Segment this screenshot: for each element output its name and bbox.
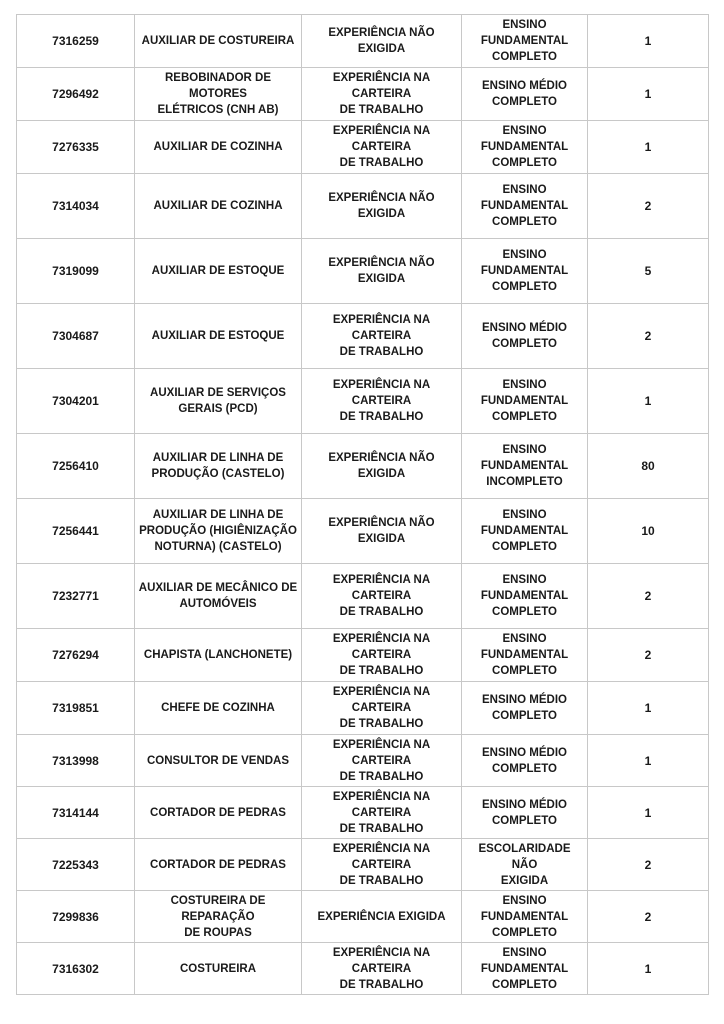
- openings-count: 1: [644, 34, 652, 48]
- education-cell: [462, 499, 588, 564]
- openings-cell: [588, 174, 709, 239]
- experience-requirement: EXPERIÊNCIA NA CARTEIRA DE TRABALHO: [332, 379, 431, 423]
- table-row: [17, 174, 709, 239]
- table-row: [17, 564, 709, 629]
- openings-cell: [588, 629, 709, 682]
- job-code-cell: [17, 891, 135, 943]
- experience-requirement: EXPERIÊNCIA NA CARTEIRA DE TRABALHO: [332, 738, 431, 783]
- job-title: AUXILIAR DE MECÂNICO DE AUTOMÓVEIS: [138, 582, 298, 610]
- education-requirement: ENSINO FUNDAMENTAL COMPLETO: [480, 249, 569, 293]
- experience-requirement: EXPERIÊNCIA NÃO EXIGIDA: [328, 517, 435, 545]
- job-title: CHAPISTA (LANCHONETE): [143, 649, 293, 661]
- job-code-cell: [17, 499, 135, 564]
- table-row: [17, 682, 709, 735]
- job-title: CONSULTOR DE VENDAS: [146, 754, 290, 767]
- openings-count: 1: [644, 140, 652, 154]
- education-cell: [462, 682, 588, 735]
- job-title: AUXILIAR DE LINHA DE PRODUÇÃO (CASTELO): [151, 452, 285, 480]
- education-requirement: ENSINO FUNDAMENTAL COMPLETO: [480, 125, 569, 169]
- openings-cell: [588, 564, 709, 629]
- openings-count: 5: [644, 264, 652, 278]
- education-cell: [462, 239, 588, 304]
- job-code-cell: [17, 629, 135, 682]
- experience-requirement: EXPERIÊNCIA NA CARTEIRA DE TRABALHO: [332, 790, 431, 835]
- experience-cell: [302, 682, 462, 735]
- job-title: AUXILIAR DE ESTOQUE: [151, 265, 285, 277]
- job-code-cell: [17, 304, 135, 369]
- education-cell: [462, 629, 588, 682]
- table-row: [17, 304, 709, 369]
- education-cell: [462, 121, 588, 174]
- openings-cell: [588, 499, 709, 564]
- job-title: COSTUREIRA: [179, 962, 257, 975]
- job-title-cell: [135, 943, 302, 995]
- experience-requirement: EXPERIÊNCIA EXIGIDA: [317, 910, 446, 923]
- job-code: 7304687: [52, 329, 99, 343]
- job-code: 7314034: [52, 199, 99, 213]
- job-title: AUXILIAR DE COSTUREIRA: [141, 35, 295, 47]
- education-requirement: ENSINO FUNDAMENTAL COMPLETO: [480, 379, 569, 423]
- openings-cell: [588, 239, 709, 304]
- openings-count: 2: [644, 199, 652, 213]
- job-title: CORTADOR DE PEDRAS: [150, 806, 286, 819]
- experience-requirement: EXPERIÊNCIA NA CARTEIRA DE TRABALHO: [332, 574, 431, 618]
- job-title: CHEFE DE COZINHA: [161, 702, 275, 714]
- education-requirement: ENSINO FUNDAMENTAL COMPLETO: [480, 894, 569, 939]
- table-row: [17, 434, 709, 499]
- job-title-cell: [135, 15, 302, 68]
- openings-count: 2: [644, 857, 652, 872]
- experience-requirement: EXPERIÊNCIA NA CARTEIRA DE TRABALHO: [332, 842, 431, 887]
- openings-count: 1: [644, 805, 652, 820]
- table-row: [17, 68, 709, 121]
- job-code-cell: [17, 839, 135, 891]
- job-code: 7232771: [52, 589, 99, 603]
- experience-requirement: EXPERIÊNCIA NA CARTEIRA DE TRABALHO: [332, 686, 431, 730]
- education-cell: [462, 15, 588, 68]
- education-cell: [462, 891, 588, 943]
- experience-cell: [302, 434, 462, 499]
- table-row: [17, 839, 709, 891]
- education-requirement: ENSINO MÉDIO COMPLETO: [482, 746, 567, 775]
- education-requirement: ENSINO MÉDIO COMPLETO: [482, 798, 567, 827]
- openings-count: 2: [644, 648, 652, 662]
- experience-cell: [302, 15, 462, 68]
- experience-cell: [302, 735, 462, 787]
- job-code: 7319851: [52, 701, 99, 715]
- education-requirement: ENSINO MÉDIO COMPLETO: [482, 80, 567, 108]
- education-requirement: ENSINO MÉDIO COMPLETO: [482, 322, 567, 350]
- education-cell: [462, 304, 588, 369]
- job-title: REBOBINADOR DE MOTORES ELÉTRICOS (CNH AB): [157, 72, 279, 116]
- openings-cell: [588, 121, 709, 174]
- education-cell: [462, 174, 588, 239]
- job-code: 7296492: [52, 87, 99, 101]
- job-code: 7299836: [52, 909, 99, 924]
- experience-cell: [302, 891, 462, 943]
- openings-cell: [588, 15, 709, 68]
- job-openings-table: [16, 14, 709, 995]
- job-title-cell: [135, 121, 302, 174]
- job-code-cell: [17, 434, 135, 499]
- openings-count: 2: [644, 329, 652, 343]
- job-code-cell: [17, 239, 135, 304]
- experience-cell: [302, 787, 462, 839]
- openings-count: 1: [644, 961, 652, 976]
- education-cell: [462, 369, 588, 434]
- job-code-cell: [17, 174, 135, 239]
- job-code-cell: [17, 564, 135, 629]
- education-cell: [462, 787, 588, 839]
- openings-cell: [588, 434, 709, 499]
- table-row: [17, 735, 709, 787]
- experience-cell: [302, 369, 462, 434]
- job-title-cell: [135, 499, 302, 564]
- job-code: 7313998: [52, 753, 99, 768]
- job-code: 7225343: [52, 857, 99, 872]
- education-requirement: ENSINO FUNDAMENTAL COMPLETO: [480, 633, 569, 677]
- job-title-cell: [135, 239, 302, 304]
- job-code-cell: [17, 369, 135, 434]
- openings-cell: [588, 891, 709, 943]
- job-code-cell: [17, 15, 135, 68]
- openings-cell: [588, 68, 709, 121]
- openings-count: 1: [644, 87, 652, 101]
- openings-cell: [588, 943, 709, 995]
- experience-requirement: EXPERIÊNCIA NA CARTEIRA DE TRABALHO: [332, 633, 431, 677]
- table-row: [17, 121, 709, 174]
- job-title-cell: [135, 735, 302, 787]
- experience-cell: [302, 943, 462, 995]
- education-cell: [462, 839, 588, 891]
- experience-cell: [302, 564, 462, 629]
- job-title-cell: [135, 304, 302, 369]
- job-code: 7276335: [52, 140, 99, 154]
- openings-count: 1: [644, 701, 652, 715]
- job-code-cell: [17, 121, 135, 174]
- openings-count: 2: [644, 909, 652, 924]
- education-cell: [462, 735, 588, 787]
- openings-count: 1: [644, 753, 652, 768]
- experience-cell: [302, 121, 462, 174]
- experience-cell: [302, 239, 462, 304]
- job-title: AUXILIAR DE COZINHA: [153, 200, 283, 212]
- education-requirement: ENSINO FUNDAMENTAL INCOMPLETO: [480, 444, 569, 488]
- job-title-cell: [135, 369, 302, 434]
- experience-requirement: EXPERIÊNCIA NÃO EXIGIDA: [328, 192, 435, 220]
- education-cell: [462, 943, 588, 995]
- job-code-cell: [17, 682, 135, 735]
- job-title-cell: [135, 434, 302, 499]
- job-code: 7256441: [52, 524, 99, 538]
- job-code-cell: [17, 943, 135, 995]
- experience-cell: [302, 304, 462, 369]
- job-code: 7316302: [52, 961, 99, 976]
- job-title-cell: [135, 564, 302, 629]
- job-code: 7316259: [52, 34, 99, 48]
- job-title-cell: [135, 629, 302, 682]
- experience-cell: [302, 839, 462, 891]
- education-requirement: ENSINO FUNDAMENTAL COMPLETO: [480, 574, 569, 618]
- table-row: [17, 891, 709, 943]
- education-requirement: ESCOLARIDADE NÃO EXIGIDA: [478, 842, 571, 887]
- job-title-cell: [135, 682, 302, 735]
- experience-cell: [302, 68, 462, 121]
- openings-cell: [588, 369, 709, 434]
- job-title-cell: [135, 839, 302, 891]
- table-row: [17, 629, 709, 682]
- experience-requirement: EXPERIÊNCIA NÃO EXIGIDA: [328, 27, 435, 55]
- job-code-cell: [17, 787, 135, 839]
- table-row: [17, 787, 709, 839]
- openings-count: 2: [644, 589, 652, 603]
- openings-cell: [588, 839, 709, 891]
- experience-cell: [302, 499, 462, 564]
- job-title: AUXILIAR DE COZINHA: [153, 141, 283, 153]
- job-title-cell: [135, 787, 302, 839]
- table-row: [17, 239, 709, 304]
- openings-count: 10: [641, 524, 655, 538]
- openings-cell: [588, 304, 709, 369]
- education-cell: [462, 68, 588, 121]
- openings-cell: [588, 787, 709, 839]
- job-code-cell: [17, 68, 135, 121]
- job-title: AUXILIAR DE SERVIÇOS GERAIS (PCD): [150, 387, 286, 415]
- job-title-cell: [135, 174, 302, 239]
- job-title: CORTADOR DE PEDRAS: [150, 858, 286, 871]
- job-title: AUXILIAR DE ESTOQUE: [151, 330, 285, 342]
- experience-requirement: EXPERIÊNCIA NA CARTEIRA DE TRABALHO: [332, 314, 431, 358]
- education-cell: [462, 564, 588, 629]
- education-cell: [462, 434, 588, 499]
- openings-cell: [588, 682, 709, 735]
- job-title-cell: [135, 891, 302, 943]
- openings-cell: [588, 735, 709, 787]
- experience-cell: [302, 174, 462, 239]
- table-row: [17, 369, 709, 434]
- job-code: 7276294: [52, 648, 99, 662]
- job-title: AUXILIAR DE LINHA DE PRODUÇÃO (HIGIÊNIZAÇÃO NOTURNA) (CASTELO): [139, 509, 297, 553]
- job-code-cell: [17, 735, 135, 787]
- table-row: [17, 943, 709, 995]
- experience-requirement: EXPERIÊNCIA NA CARTEIRA DE TRABALHO: [332, 946, 431, 991]
- table-row: [17, 499, 709, 564]
- job-title-cell: [135, 68, 302, 121]
- education-requirement: ENSINO MÉDIO COMPLETO: [482, 694, 567, 722]
- experience-cell: [302, 629, 462, 682]
- openings-count: 1: [644, 394, 652, 408]
- openings-count: 80: [641, 459, 655, 473]
- job-title: COSTUREIRA DE REPARAÇÃO DE ROUPAS: [170, 894, 266, 939]
- education-requirement: ENSINO FUNDAMENTAL COMPLETO: [480, 19, 569, 63]
- education-requirement: ENSINO FUNDAMENTAL COMPLETO: [480, 946, 569, 991]
- education-requirement: ENSINO FUNDAMENTAL COMPLETO: [480, 509, 569, 553]
- experience-requirement: EXPERIÊNCIA NA CARTEIRA DE TRABALHO: [332, 72, 431, 116]
- experience-requirement: EXPERIÊNCIA NÃO EXIGIDA: [328, 257, 435, 285]
- job-code: 7314144: [52, 805, 99, 820]
- job-code: 7304201: [52, 394, 99, 408]
- experience-requirement: EXPERIÊNCIA NA CARTEIRA DE TRABALHO: [332, 125, 431, 169]
- job-code: 7319099: [52, 264, 99, 278]
- experience-requirement: EXPERIÊNCIA NÃO EXIGIDA: [328, 452, 435, 480]
- table-row: [17, 15, 709, 68]
- education-requirement: ENSINO FUNDAMENTAL COMPLETO: [480, 184, 569, 228]
- job-code: 7256410: [52, 459, 99, 473]
